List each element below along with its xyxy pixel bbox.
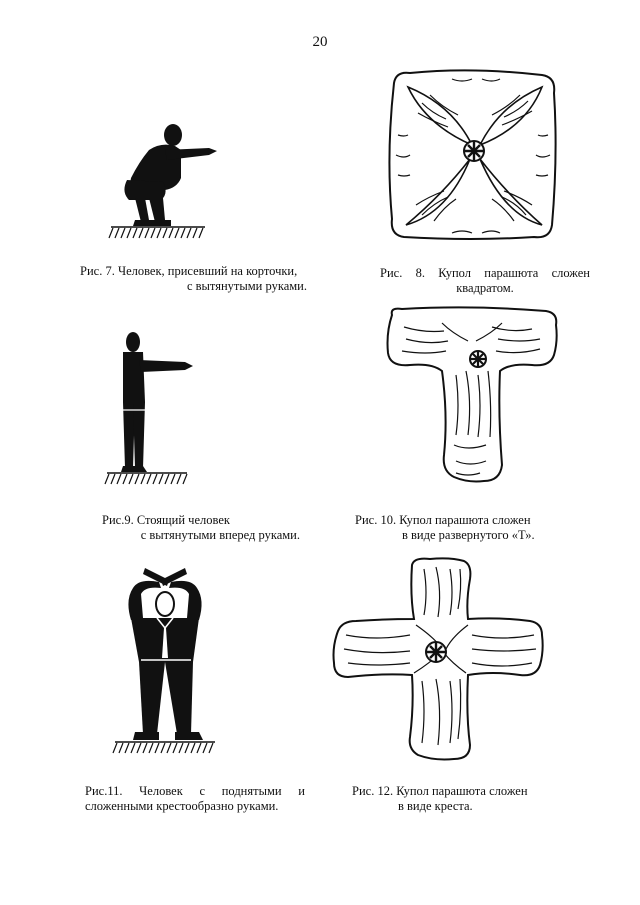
figure-10-caption-line-2: в виде развернутого «Т». [402,528,535,542]
figure-8-canopy-square [382,65,562,245]
figure-8-caption-word: парашюта [484,266,539,280]
figure-12-caption [352,784,572,814]
figure-10-canopy-t-shape [382,305,562,485]
figure-7-squatting-person [105,120,225,245]
figure-8-caption-word: сложен [551,266,590,280]
figure-7-caption-line-1: Рис. 7. Человек, присевший на корточки, [80,264,298,278]
figure-7-caption [80,264,315,294]
figure-8-caption [380,266,590,296]
figure-9-caption-line-1: Рис.9. Стоящий человек [102,513,230,527]
figure-8-caption-line-2: квадратом. [456,281,514,295]
figure-12-caption-line-1: Рис. 12. Купол парашюта сложен [352,784,528,798]
figure-10-caption-line-1: Рис. 10. Купол парашюта сложен [355,513,531,527]
figure-12-caption-line-2: в виде креста. [398,799,473,813]
figure-9-standing-person [105,330,215,490]
figure-11-caption-line-2: сложенными крестообразно руками. [85,799,279,813]
figure-8-caption-word: Купол [438,266,471,280]
figure-11-caption-word: Рис.11. [85,784,123,798]
figure-11-caption-word: с [199,784,206,798]
figure-8-caption-word: 8. [415,266,425,280]
figure-11-caption-word: и [298,784,305,798]
figure-9-caption [102,513,312,543]
figure-11-person-arms-crossed [105,562,225,762]
figure-11-caption [85,784,305,814]
figure-11-caption-line-1 [85,784,305,799]
figure-11-caption-word: поднятыми [221,784,282,798]
figure-8-caption-line-1 [380,266,590,281]
figure-9-caption-line-2: с вытянутыми вперед руками. [140,528,300,542]
figure-7-caption-line-2: с вытянутыми руками. [186,279,307,293]
figure-12-canopy-cross [330,555,550,765]
figure-10-caption [355,513,570,543]
figure-8-caption-word: Рис. [380,266,403,280]
page-number: 20 [312,34,328,50]
figure-11-caption-word: Человек [139,784,183,798]
